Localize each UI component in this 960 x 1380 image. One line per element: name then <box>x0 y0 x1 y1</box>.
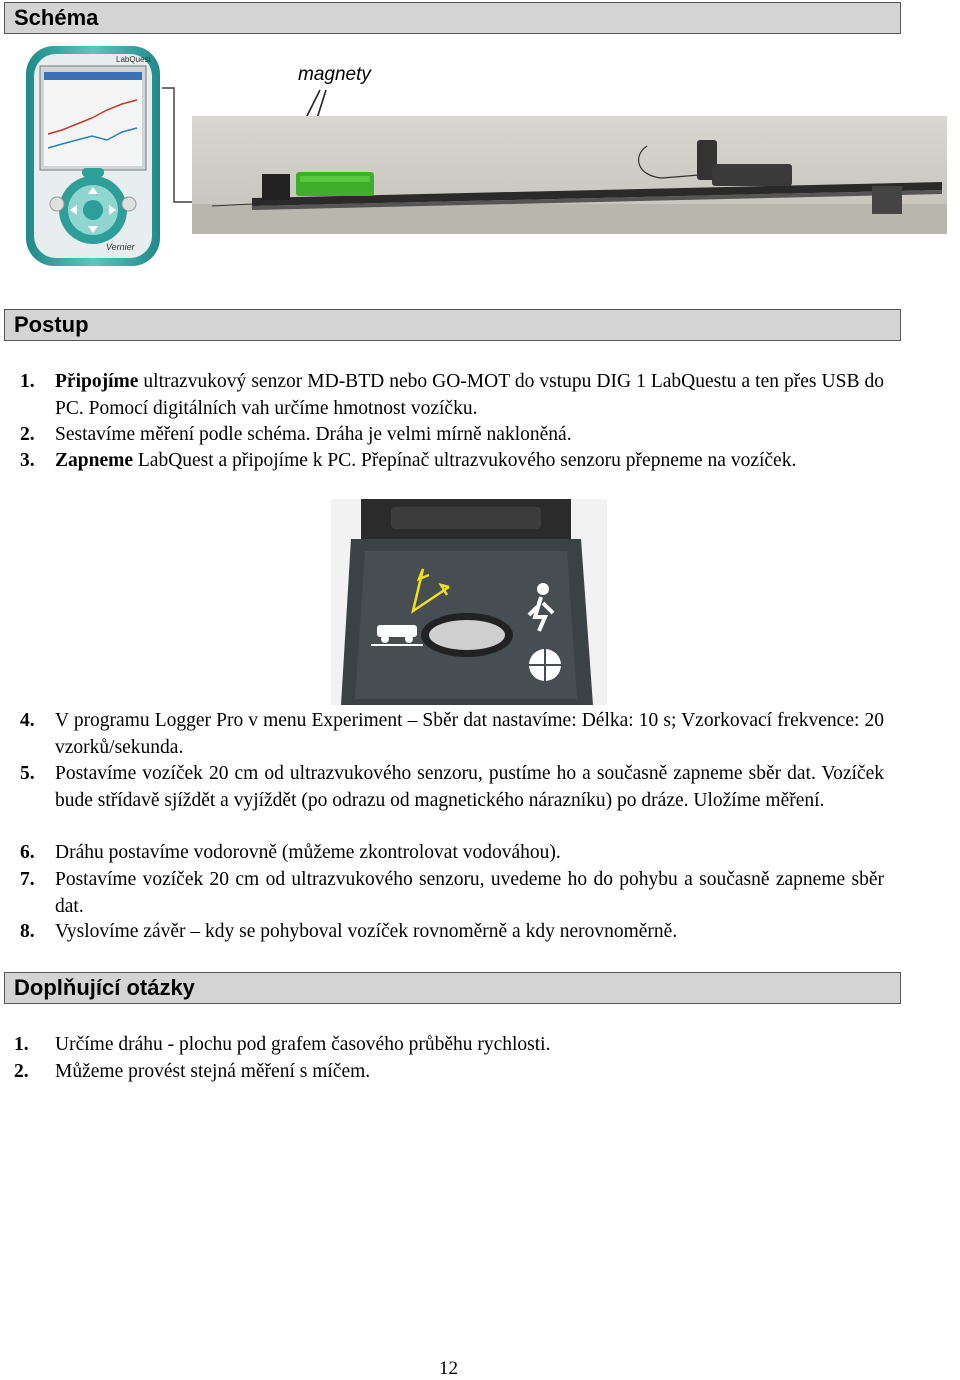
step-7 <box>20 867 884 920</box>
page-number: 12 <box>439 1358 458 1379</box>
section-heading-doplnujici: Doplňující otázky <box>4 972 901 1004</box>
question-number: 2. <box>14 1061 29 1082</box>
step-number: 6. <box>20 842 35 863</box>
step-number: 1. <box>20 371 35 392</box>
step-bold-word: Zapneme <box>55 450 133 471</box>
step-number: 3. <box>20 450 35 471</box>
question-text: Můžeme provést stejná měření s míčem. <box>55 1061 371 1082</box>
motion-sensor-photo <box>331 499 607 705</box>
step-text: Postavíme vozíček 20 cm od ultrazvukového senzoru, uvedeme ho do pohybu a současně zapneme sběr dat. <box>55 869 884 917</box>
step-8 <box>20 919 884 946</box>
question-number: 1. <box>14 1034 29 1055</box>
step-3 <box>20 448 884 475</box>
step-2 <box>20 422 884 449</box>
vernier-brand-text: Vernier <box>106 242 135 252</box>
step-text: V programu Logger Pro v menu Experiment – Sběr dat nastavíme: Délka: 10 s; Vzorkovací frekvence: 20 vzorků/sekunda. <box>55 710 884 758</box>
step-text: LabQuest a připojíme k PC. Přepínač ultrazvukového senzoru přepneme na vozíček. <box>133 450 797 471</box>
question-text: Určíme dráhu - plochu pod grafem časového průběhu rychlosti. <box>55 1034 551 1055</box>
step-number: 7. <box>20 869 35 890</box>
step-text: Sestavíme měření podle schéma. Dráha je velmi mírně nakloněná. <box>55 424 572 445</box>
step-text: Vyslovíme závěr – kdy se pohyboval vozíček rovnoměrně a kdy nerovnoměrně. <box>55 921 678 942</box>
labquest-device-image <box>22 44 164 268</box>
step-6 <box>20 840 884 867</box>
track-photo <box>192 116 947 234</box>
step-number: 5. <box>20 763 35 784</box>
step-number: 2. <box>20 424 35 445</box>
section-heading-schema: Schéma <box>4 2 901 34</box>
step-number: 8. <box>20 921 35 942</box>
section-heading-postup: Postup <box>4 309 901 341</box>
labquest-brand-text: LabQuest <box>116 55 151 64</box>
step-4 <box>20 708 884 761</box>
question-2 <box>14 1059 884 1086</box>
step-text: ultrazvukový senzor MD-BTD nebo GO-MOT do vstupu DIG 1 LabQuestu a ten přes USB do PC. Pomocí digitálních vah určíme hmotnost vozíčku. <box>55 371 884 419</box>
step-bold-word: Připojíme <box>55 371 139 392</box>
step-number: 4. <box>20 710 35 731</box>
step-5 <box>20 761 884 814</box>
question-1 <box>14 1032 884 1059</box>
step-text: Postavíme vozíček 20 cm od ultrazvukového senzoru, pustíme ho a současně zapneme sběr dat. Vozíček bude střídavě sjíždět a vyjíždět (po odrazu od magnetického nárazníku) po dráze. Uložíme měření. <box>55 763 884 811</box>
step-1 <box>20 369 884 422</box>
magnets-label: magnety <box>298 64 371 85</box>
step-text: Dráhu postavíme vodorovně (můžeme zkontrolovat vodováhou). <box>55 842 561 863</box>
